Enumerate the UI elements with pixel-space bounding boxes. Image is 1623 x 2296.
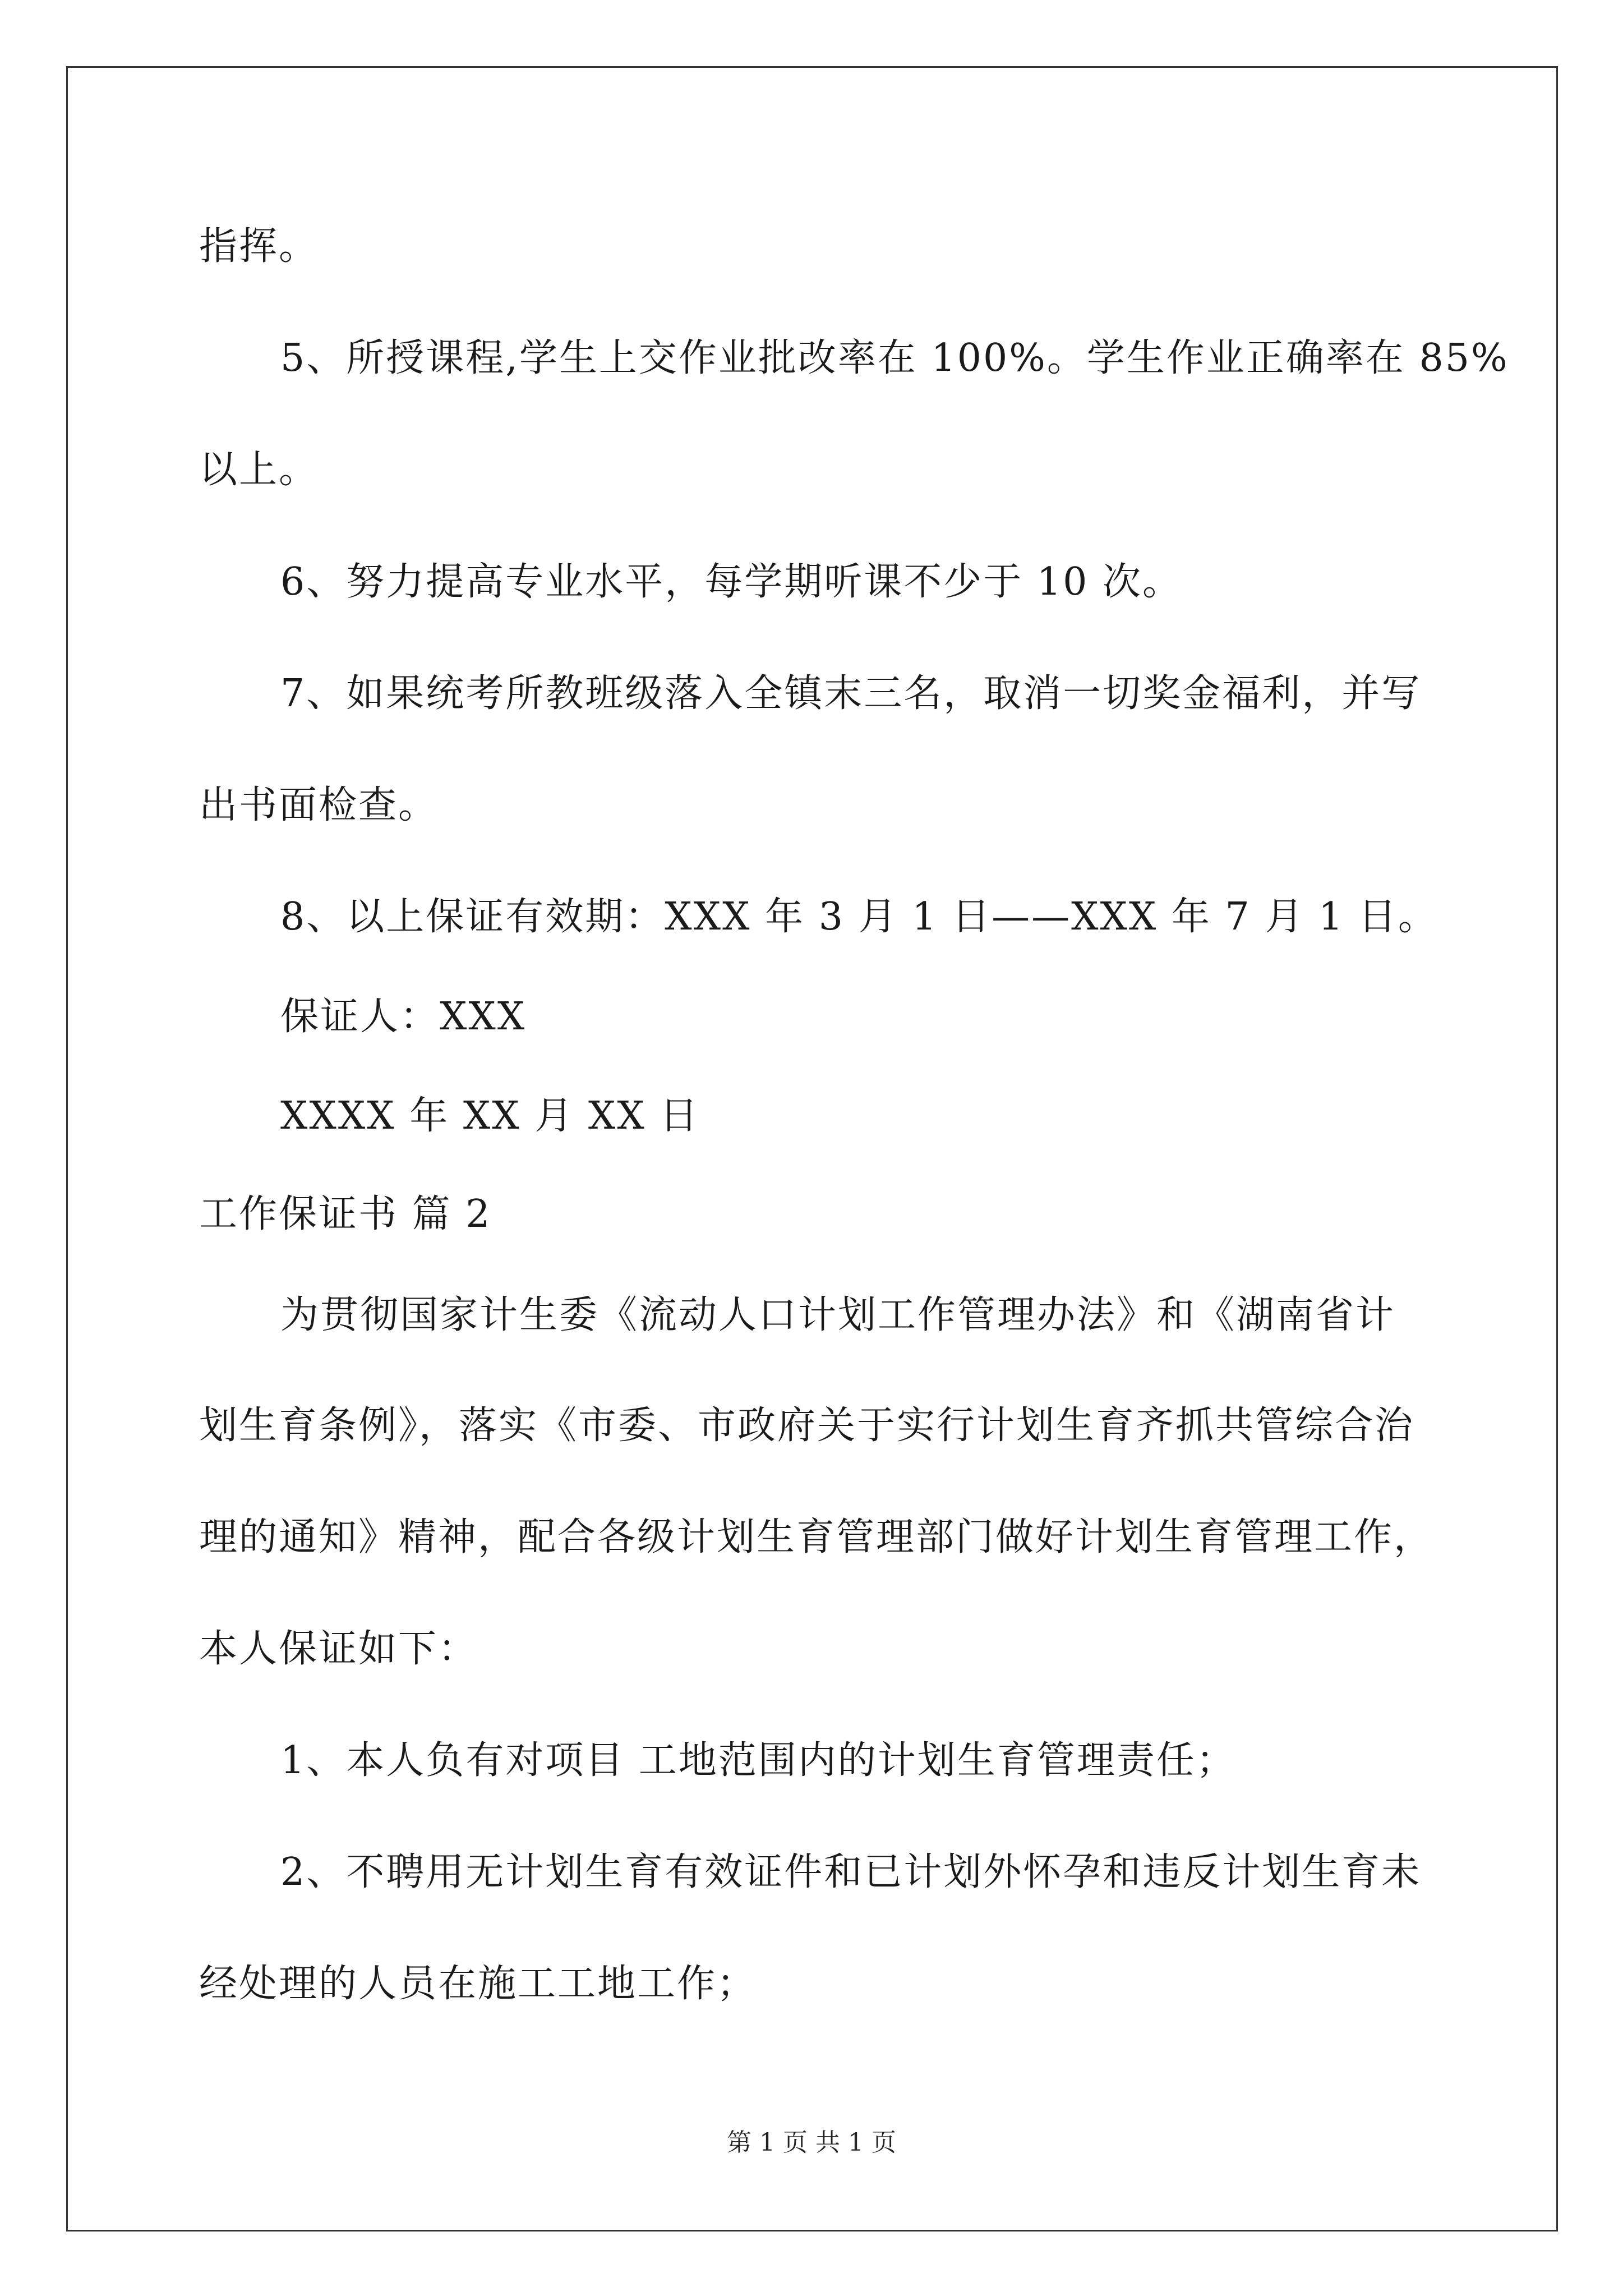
text-line: 为贯彻国家计生委《流动人口计划工作管理办法》和《湖南省计 [280, 1293, 1396, 1337]
page-border [66, 66, 1558, 2231]
text-line: 2、不聘用无计划生育有效证件和已计划外怀孕和违反计划生育未 [280, 1850, 1422, 1894]
text-line: 本人保证如下： [199, 1627, 478, 1671]
text-line: 6、努力提高专业水平，每学期听课不少于 10 次。 [280, 560, 1183, 604]
text-line: 出书面检查。 [199, 783, 439, 827]
date-line: XXXX 年 XX 月 XX 日 [280, 1094, 700, 1138]
text-line: 以上。 [199, 448, 319, 492]
text-line: 理的通知》精神，配合各级计划生育管理部门做好计划生育管理工作， [199, 1515, 1434, 1559]
page-footer: 第 1 页 共 1 页 [727, 2128, 896, 2157]
text-line: 5、所授课程,学生上交作业批改率在 100%。学生作业正确率在 85% [280, 336, 1509, 380]
text-line: 划生育条例》，落实《市委、市政府关于实行计划生育齐抓共管综合治 [199, 1404, 1415, 1448]
text-line: 7、如果统考所教班级落入全镇末三名，取消一切奖金福利，并写 [280, 671, 1422, 716]
signatory-line: 保证人：XXX [280, 995, 527, 1039]
section-heading: 工作保证书 篇 2 [199, 1192, 492, 1236]
text-line: 经处理的人员在施工工地工作； [199, 1962, 757, 2006]
text-line: 8、以上保证有效期：XXX 年 3 月 1 日——XXX 年 7 月 1 日。 [280, 895, 1438, 939]
text-line: 指挥。 [199, 224, 319, 269]
text-line: 1、本人负有对项目 工地范围内的计划生育管理责任； [280, 1738, 1236, 1783]
